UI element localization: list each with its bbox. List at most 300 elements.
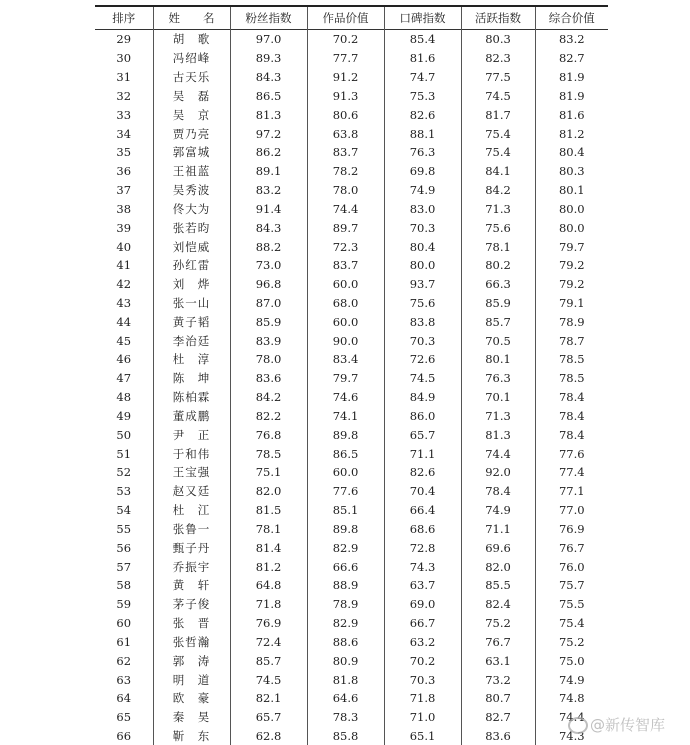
fan-index-cell: 84.3 [230,68,307,87]
rank-cell: 40 [95,237,153,256]
reputation-index-cell: 71.1 [384,444,461,463]
work-value-cell: 72.3 [307,237,384,256]
name-cell: 董成鹏 [153,407,230,426]
rank-cell: 46 [95,350,153,369]
overall-value-cell: 77.6 [535,444,608,463]
activity-index-cell: 66.3 [461,275,535,294]
overall-value-cell: 74.8 [535,689,608,708]
table-row [95,595,608,614]
overall-value-cell: 75.5 [535,595,608,614]
header-work-value: 作品价值 [307,6,384,30]
fan-index-cell: 78.5 [230,444,307,463]
activity-index-cell: 84.2 [461,181,535,200]
overall-value-cell: 76.0 [535,557,608,576]
fan-index-cell: 78.1 [230,520,307,539]
name-cell: 贾乃亮 [153,124,230,143]
name-cell: 杜 淳 [153,350,230,369]
overall-value-cell: 78.9 [535,312,608,331]
activity-index-cell: 63.1 [461,651,535,670]
rank-cell: 35 [95,143,153,162]
reputation-index-cell: 71.8 [384,689,461,708]
work-value-cell: 89.7 [307,218,384,237]
activity-index-cell: 82.3 [461,49,535,68]
reputation-index-cell: 63.7 [384,576,461,595]
overall-value-cell: 78.4 [535,388,608,407]
fan-index-cell: 74.5 [230,670,307,689]
work-value-cell: 88.6 [307,633,384,652]
rank-cell: 58 [95,576,153,595]
fan-index-cell: 78.0 [230,350,307,369]
reputation-index-cell: 72.6 [384,350,461,369]
rank-cell: 52 [95,463,153,482]
name-cell: 吴 磊 [153,86,230,105]
rank-cell: 45 [95,331,153,350]
reputation-index-cell: 83.8 [384,312,461,331]
work-value-cell: 80.6 [307,105,384,124]
fan-index-cell: 71.8 [230,595,307,614]
ranking-table [95,5,608,745]
rank-cell: 55 [95,520,153,539]
watermark [568,714,665,735]
work-value-cell: 83.7 [307,143,384,162]
activity-index-cell: 74.4 [461,444,535,463]
rank-cell: 64 [95,689,153,708]
overall-value-cell: 79.2 [535,275,608,294]
overall-value-cell: 79.1 [535,294,608,313]
overall-value-cell: 81.6 [535,105,608,124]
work-value-cell: 82.9 [307,614,384,633]
fan-index-cell: 89.1 [230,162,307,181]
name-cell: 黄子韬 [153,312,230,331]
activity-index-cell: 71.3 [461,199,535,218]
name-cell: 赵又廷 [153,482,230,501]
name-cell: 靳 东 [153,727,230,745]
rank-cell: 65 [95,708,153,727]
overall-value-cell: 79.7 [535,237,608,256]
name-cell: 刘 烨 [153,275,230,294]
reputation-index-cell: 70.2 [384,651,461,670]
table-row [95,557,608,576]
overall-value-cell: 81.9 [535,68,608,87]
overall-value-cell: 78.7 [535,331,608,350]
work-value-cell: 82.9 [307,538,384,557]
work-value-cell: 88.9 [307,576,384,595]
reputation-index-cell: 88.1 [384,124,461,143]
rank-cell: 49 [95,407,153,426]
work-value-cell: 85.8 [307,727,384,745]
work-value-cell: 60.0 [307,312,384,331]
reputation-index-cell: 71.0 [384,708,461,727]
fan-index-cell: 65.7 [230,708,307,727]
name-cell: 李治廷 [153,331,230,350]
reputation-index-cell: 83.0 [384,199,461,218]
header-rank: 排序 [95,6,153,30]
fan-index-cell: 82.2 [230,407,307,426]
fan-index-cell: 81.2 [230,557,307,576]
name-cell: 乔振宇 [153,557,230,576]
work-value-cell: 68.0 [307,294,384,313]
activity-index-cell: 78.4 [461,482,535,501]
name-cell: 黄 轩 [153,576,230,595]
reputation-index-cell: 65.1 [384,727,461,745]
fan-index-cell: 84.2 [230,388,307,407]
fan-index-cell: 88.2 [230,237,307,256]
reputation-index-cell: 81.6 [384,49,461,68]
weibo-icon [568,717,588,734]
fan-index-cell: 91.4 [230,199,307,218]
name-cell: 陈 坤 [153,369,230,388]
work-value-cell: 83.7 [307,256,384,275]
reputation-index-cell: 80.4 [384,237,461,256]
overall-value-cell: 81.9 [535,86,608,105]
name-cell: 张若昀 [153,218,230,237]
header-row [95,6,608,30]
overall-value-cell: 80.1 [535,181,608,200]
reputation-index-cell: 82.6 [384,105,461,124]
rank-cell: 61 [95,633,153,652]
name-cell: 秦 昊 [153,708,230,727]
name-cell: 欧 豪 [153,689,230,708]
overall-value-cell: 82.7 [535,49,608,68]
reputation-index-cell: 86.0 [384,407,461,426]
reputation-index-cell: 74.7 [384,68,461,87]
fan-index-cell: 82.0 [230,482,307,501]
rank-cell: 60 [95,614,153,633]
reputation-index-cell: 70.3 [384,218,461,237]
table-row [95,369,608,388]
fan-index-cell: 86.5 [230,86,307,105]
work-value-cell: 89.8 [307,425,384,444]
work-value-cell: 64.6 [307,689,384,708]
activity-index-cell: 70.1 [461,388,535,407]
overall-value-cell: 80.3 [535,162,608,181]
table-body [95,30,608,745]
rank-cell: 59 [95,595,153,614]
activity-index-cell: 75.2 [461,614,535,633]
table-row [95,312,608,331]
name-cell: 冯绍峰 [153,49,230,68]
rank-cell: 32 [95,86,153,105]
table-row [95,181,608,200]
table-row [95,199,608,218]
table-row [95,520,608,539]
overall-value-cell: 77.1 [535,482,608,501]
overall-value-cell: 75.2 [535,633,608,652]
name-cell: 孙红雷 [153,256,230,275]
reputation-index-cell: 69.8 [384,162,461,181]
name-cell: 郭富城 [153,143,230,162]
activity-index-cell: 81.7 [461,105,535,124]
overall-value-cell: 76.7 [535,538,608,557]
table-row [95,256,608,275]
fan-index-cell: 85.7 [230,651,307,670]
rank-cell: 56 [95,538,153,557]
fan-index-cell: 87.0 [230,294,307,313]
activity-index-cell: 70.5 [461,331,535,350]
work-value-cell: 78.9 [307,595,384,614]
name-cell: 张鲁一 [153,520,230,539]
rank-cell: 48 [95,388,153,407]
rank-cell: 51 [95,444,153,463]
table-row [95,162,608,181]
activity-index-cell: 78.1 [461,237,535,256]
reputation-index-cell: 66.4 [384,501,461,520]
overall-value-cell: 80.0 [535,218,608,237]
fan-index-cell: 76.8 [230,425,307,444]
activity-index-cell: 85.5 [461,576,535,595]
reputation-index-cell: 72.8 [384,538,461,557]
table-row [95,275,608,294]
activity-index-cell: 71.1 [461,520,535,539]
activity-index-cell: 74.5 [461,86,535,105]
rank-cell: 43 [95,294,153,313]
activity-index-cell: 77.5 [461,68,535,87]
activity-index-cell: 84.1 [461,162,535,181]
work-value-cell: 80.9 [307,651,384,670]
fan-index-cell: 83.2 [230,181,307,200]
fan-index-cell: 75.1 [230,463,307,482]
table-row [95,633,608,652]
activity-index-cell: 85.9 [461,294,535,313]
name-cell: 古天乐 [153,68,230,87]
work-value-cell: 81.8 [307,670,384,689]
name-cell: 于和伟 [153,444,230,463]
activity-index-cell: 82.4 [461,595,535,614]
activity-index-cell: 75.4 [461,124,535,143]
fan-index-cell: 97.0 [230,30,307,49]
work-value-cell: 77.6 [307,482,384,501]
name-cell: 吴秀波 [153,181,230,200]
rank-cell: 30 [95,49,153,68]
activity-index-cell: 80.3 [461,30,535,49]
fan-index-cell: 81.3 [230,105,307,124]
rank-cell: 37 [95,181,153,200]
header-fan-index: 粉丝指数 [230,6,307,30]
table-row [95,49,608,68]
reputation-index-cell: 82.6 [384,463,461,482]
activity-index-cell: 82.0 [461,557,535,576]
work-value-cell: 86.5 [307,444,384,463]
table-row [95,30,608,49]
work-value-cell: 77.7 [307,49,384,68]
activity-index-cell: 92.0 [461,463,535,482]
name-cell: 王祖蓝 [153,162,230,181]
fan-index-cell: 84.3 [230,218,307,237]
activity-index-cell: 80.2 [461,256,535,275]
reputation-index-cell: 93.7 [384,275,461,294]
reputation-index-cell: 66.7 [384,614,461,633]
table-row [95,708,608,727]
activity-index-cell: 75.4 [461,143,535,162]
work-value-cell: 90.0 [307,331,384,350]
overall-value-cell: 77.4 [535,463,608,482]
table-row [95,331,608,350]
rank-cell: 39 [95,218,153,237]
rank-cell: 53 [95,482,153,501]
table-row [95,407,608,426]
table-row [95,670,608,689]
name-cell: 胡 歌 [153,30,230,49]
overall-value-cell: 80.0 [535,199,608,218]
work-value-cell: 89.8 [307,520,384,539]
work-value-cell: 60.0 [307,463,384,482]
overall-value-cell: 81.2 [535,124,608,143]
table-row [95,237,608,256]
table-row [95,218,608,237]
fan-index-cell: 96.8 [230,275,307,294]
reputation-index-cell: 75.3 [384,86,461,105]
fan-index-cell: 86.2 [230,143,307,162]
activity-index-cell: 82.7 [461,708,535,727]
table-row [95,689,608,708]
name-cell: 郭 涛 [153,651,230,670]
table-row [95,463,608,482]
table-row [95,614,608,633]
fan-index-cell: 89.3 [230,49,307,68]
table-row [95,388,608,407]
work-value-cell: 74.1 [307,407,384,426]
overall-value-cell: 83.2 [535,30,608,49]
fan-index-cell: 81.5 [230,501,307,520]
name-cell: 刘恺威 [153,237,230,256]
work-value-cell: 83.4 [307,350,384,369]
name-cell: 陈柏霖 [153,388,230,407]
reputation-index-cell: 80.0 [384,256,461,275]
rank-cell: 29 [95,30,153,49]
work-value-cell: 78.0 [307,181,384,200]
name-cell: 王宝强 [153,463,230,482]
reputation-index-cell: 74.3 [384,557,461,576]
fan-index-cell: 76.9 [230,614,307,633]
reputation-index-cell: 76.3 [384,143,461,162]
table-row [95,425,608,444]
table-row [95,501,608,520]
activity-index-cell: 74.9 [461,501,535,520]
name-cell: 佟大为 [153,199,230,218]
activity-index-cell: 75.6 [461,218,535,237]
reputation-index-cell: 74.9 [384,181,461,200]
overall-value-cell: 74.4 [535,708,608,727]
table-row [95,105,608,124]
name-cell: 明 道 [153,670,230,689]
rank-cell: 34 [95,124,153,143]
rank-cell: 57 [95,557,153,576]
name-cell: 甄子丹 [153,538,230,557]
rank-cell: 36 [95,162,153,181]
work-value-cell: 78.3 [307,708,384,727]
overall-value-cell: 75.0 [535,651,608,670]
activity-index-cell: 85.7 [461,312,535,331]
work-value-cell: 91.2 [307,68,384,87]
name-cell: 张一山 [153,294,230,313]
fan-index-cell: 81.4 [230,538,307,557]
reputation-index-cell: 85.4 [384,30,461,49]
table-row [95,86,608,105]
activity-index-cell: 76.7 [461,633,535,652]
work-value-cell: 63.8 [307,124,384,143]
reputation-index-cell: 70.3 [384,670,461,689]
name-cell: 吴 京 [153,105,230,124]
fan-index-cell: 72.4 [230,633,307,652]
fan-index-cell: 85.9 [230,312,307,331]
header-activity-index: 活跃指数 [461,6,535,30]
overall-value-cell: 78.5 [535,350,608,369]
activity-index-cell: 80.1 [461,350,535,369]
reputation-index-cell: 75.6 [384,294,461,313]
work-value-cell: 91.3 [307,86,384,105]
rank-cell: 62 [95,651,153,670]
table-row [95,727,608,745]
watermark-text: @新传智库 [590,716,665,734]
overall-value-cell: 78.5 [535,369,608,388]
work-value-cell: 66.6 [307,557,384,576]
table-row [95,576,608,595]
rank-cell: 66 [95,727,153,745]
name-cell: 杜 江 [153,501,230,520]
table-row [95,294,608,313]
rank-cell: 33 [95,105,153,124]
reputation-index-cell: 84.9 [384,388,461,407]
name-cell: 尹 正 [153,425,230,444]
reputation-index-cell: 74.5 [384,369,461,388]
reputation-index-cell: 70.4 [384,482,461,501]
name-cell: 张哲瀚 [153,633,230,652]
fan-index-cell: 64.8 [230,576,307,595]
overall-value-cell: 74.3 [535,727,608,745]
work-value-cell: 74.4 [307,199,384,218]
fan-index-cell: 62.8 [230,727,307,745]
rank-cell: 63 [95,670,153,689]
overall-value-cell: 75.7 [535,576,608,595]
header-overall-value: 综合价值 [535,6,608,30]
rank-cell: 44 [95,312,153,331]
table-row [95,538,608,557]
rank-cell: 50 [95,425,153,444]
table-row [95,482,608,501]
reputation-index-cell: 65.7 [384,425,461,444]
rank-cell: 42 [95,275,153,294]
rank-cell: 38 [95,199,153,218]
work-value-cell: 78.2 [307,162,384,181]
activity-index-cell: 69.6 [461,538,535,557]
overall-value-cell: 76.9 [535,520,608,539]
overall-value-cell: 78.4 [535,407,608,426]
overall-value-cell: 74.9 [535,670,608,689]
overall-value-cell: 77.0 [535,501,608,520]
reputation-index-cell: 69.0 [384,595,461,614]
fan-index-cell: 73.0 [230,256,307,275]
table-row [95,350,608,369]
header-reputation-index: 口碑指数 [384,6,461,30]
reputation-index-cell: 70.3 [384,331,461,350]
table-row [95,143,608,162]
activity-index-cell: 81.3 [461,425,535,444]
header-name: 姓 名 [153,6,230,30]
activity-index-cell: 83.6 [461,727,535,745]
work-value-cell: 85.1 [307,501,384,520]
table-row [95,68,608,87]
fan-index-cell: 83.9 [230,331,307,350]
work-value-cell: 70.2 [307,30,384,49]
table-row [95,651,608,670]
rank-cell: 54 [95,501,153,520]
name-cell: 张 晋 [153,614,230,633]
overall-value-cell: 80.4 [535,143,608,162]
rank-cell: 31 [95,68,153,87]
overall-value-cell: 79.2 [535,256,608,275]
work-value-cell: 74.6 [307,388,384,407]
activity-index-cell: 73.2 [461,670,535,689]
